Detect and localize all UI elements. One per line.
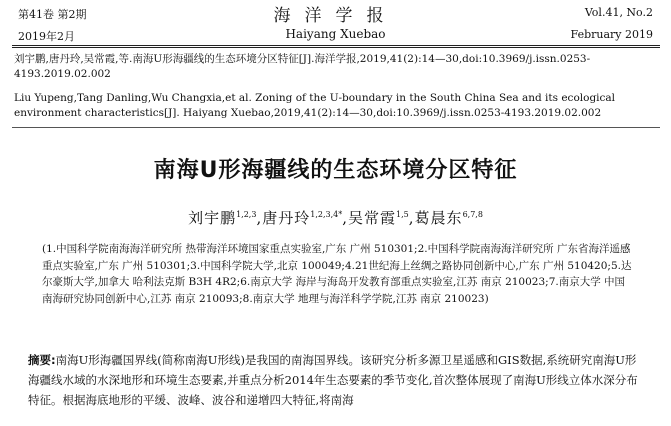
- author-affil-marker: 1,5: [396, 210, 409, 219]
- volume-issue-en: Vol.41, No.2: [584, 6, 653, 19]
- article-title: 南海U形海疆线的生态环境分区特征: [153, 158, 518, 183]
- citation-english: Liu Yupeng,Tang Danling,Wu Changxia,et al. Zoning of the U-boundary in the South China Sea and its ecological environment characteristics[J]. Haiyang Xuebao,2019,41(2):14—30,doi:10.3969/j.issn.0253-4193.2019.02.002: [14, 92, 616, 119]
- author-name: 葛晨东: [414, 209, 463, 227]
- citation-chinese: 刘宇鹏,唐丹玲,吴常霞,等.南海U形海疆线的生态环境分区特征[J].海洋学报,2019,41(2):14—30,doi:10.3969/j.issn.0253-4193.2019.02.002: [14, 53, 591, 80]
- author-separator: ,: [256, 209, 263, 227]
- citation-rule: [12, 127, 660, 128]
- author-affil-marker: 1,2,3: [236, 210, 257, 219]
- author-affil-marker: 6,7,8: [462, 210, 483, 219]
- journal-header-top: [0, 4, 671, 24]
- header-rule-top: [12, 45, 660, 46]
- author-name: 吴常霞: [348, 209, 397, 227]
- author-list: [0, 207, 671, 228]
- author-name: 唐丹玲: [262, 209, 311, 227]
- header-rule-bottom: [12, 47, 660, 48]
- affiliations: (1.中国科学院南海海洋研究所 热带海洋环境国家重点实验室,广东 广州 510301;2.中国科学院南海海洋研究所 广东省海洋遥感重点实验室,广东 广州 510301;3.中国科学院大学,北京 100049;4.21世纪海上丝绸之路协同创新中心,广东 广州 510420;5.达尔豪斯大学,加拿大 哈利法克斯 B3H 4R2;6.南京大学 海岸与海岛开发教育部重点实验室,江苏 南京 210023;7.南京大学 中国南海研究协同创新中心,江苏 南京 210093;8.南京大学 地理与海洋科学学院,江苏 南京 210023): [42, 243, 632, 305]
- journal-name-cn: 海洋学报: [273, 6, 398, 26]
- journal-name-en: Haiyang Xuebao: [285, 27, 386, 41]
- author-separator: ,: [408, 209, 415, 227]
- author-name: 刘宇鹏: [188, 209, 237, 227]
- author-separator: ,: [342, 209, 349, 227]
- date-en: February 2019: [570, 28, 653, 41]
- abstract: [28, 350, 646, 410]
- volume-issue-cn: 第41卷 第2期: [18, 8, 87, 21]
- abstract-text: 南海U形海疆国界线(简称南海U形线)是我国的南海国界线。该研究分析多源卫星遥感和GIS数据,系统研究南海U形海疆线水域的水深地形和环境生态要素,并重点分析2014年生态要素的季节变化,首次整体展现了南海U形线立体水深分布特征。根据海底地形的平缓、波峰、波谷和递增四大特征,将南海: [28, 353, 638, 407]
- author-affil-marker: 1,2,3,4*: [310, 210, 343, 219]
- abstract-label: 摘要:: [28, 353, 56, 367]
- journal-header-bottom: [0, 27, 671, 45]
- date-cn: 2019年2月: [18, 30, 75, 43]
